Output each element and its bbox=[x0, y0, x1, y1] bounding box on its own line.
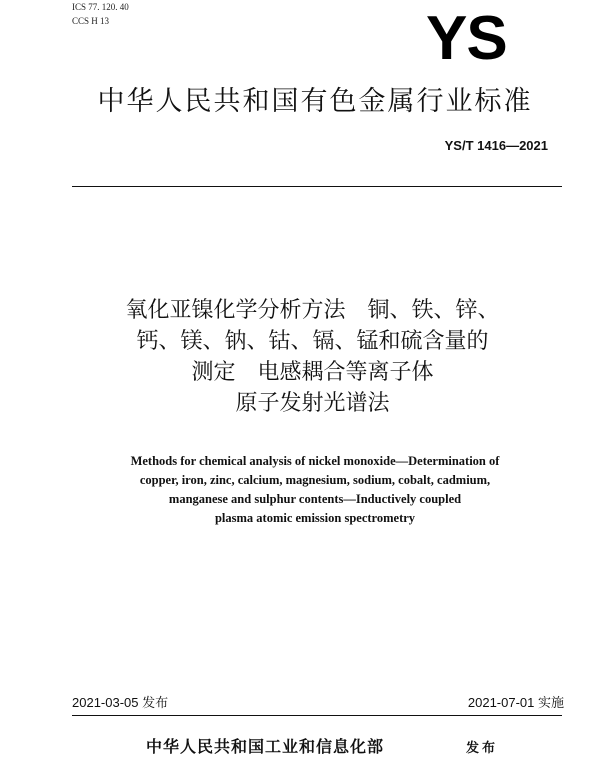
ccs-code: CCS H 13 bbox=[72, 16, 110, 26]
chinese-title bbox=[60, 295, 565, 419]
footer-divider bbox=[72, 715, 562, 716]
publish-label: 发布 bbox=[466, 741, 499, 756]
standard-number: YS/T 1416—2021 bbox=[444, 138, 548, 153]
chinese-title-line: 钙、镁、钠、钴、镉、锰和硫含量的 bbox=[136, 329, 489, 354]
english-title-line: Methods for chemical analysis of nickel monoxide—Determination of bbox=[130, 454, 500, 468]
english-title-line: manganese and sulphur contents—Inductively coupled bbox=[168, 492, 462, 506]
issue-date: 2021-03-05 发布 bbox=[72, 695, 169, 710]
standard-category: 中华人民共和国有色金属行业标准 bbox=[97, 86, 533, 117]
english-title bbox=[70, 452, 560, 528]
english-title-line: copper, iron, zinc, calcium, magnesium, sodium, cobalt, cadmium, bbox=[139, 473, 491, 487]
header-divider bbox=[72, 186, 562, 187]
implementation-date: 2021-07-01 实施 bbox=[467, 695, 564, 710]
chinese-title-line: 测定 电感耦合等离子体 bbox=[191, 360, 434, 385]
chinese-title-line: 原子发射光谱法 bbox=[235, 391, 390, 416]
english-title-line: plasma atomic emission spectrometry bbox=[214, 511, 416, 525]
publisher: 中华人民共和国工业和信息化部 bbox=[146, 737, 385, 756]
ics-code: ICS 77. 120. 40 bbox=[72, 2, 129, 12]
ys-logo: YS bbox=[426, 4, 507, 73]
chinese-title-line: 氧化亚镍化学分析方法 铜、铁、锌、 bbox=[125, 298, 500, 323]
